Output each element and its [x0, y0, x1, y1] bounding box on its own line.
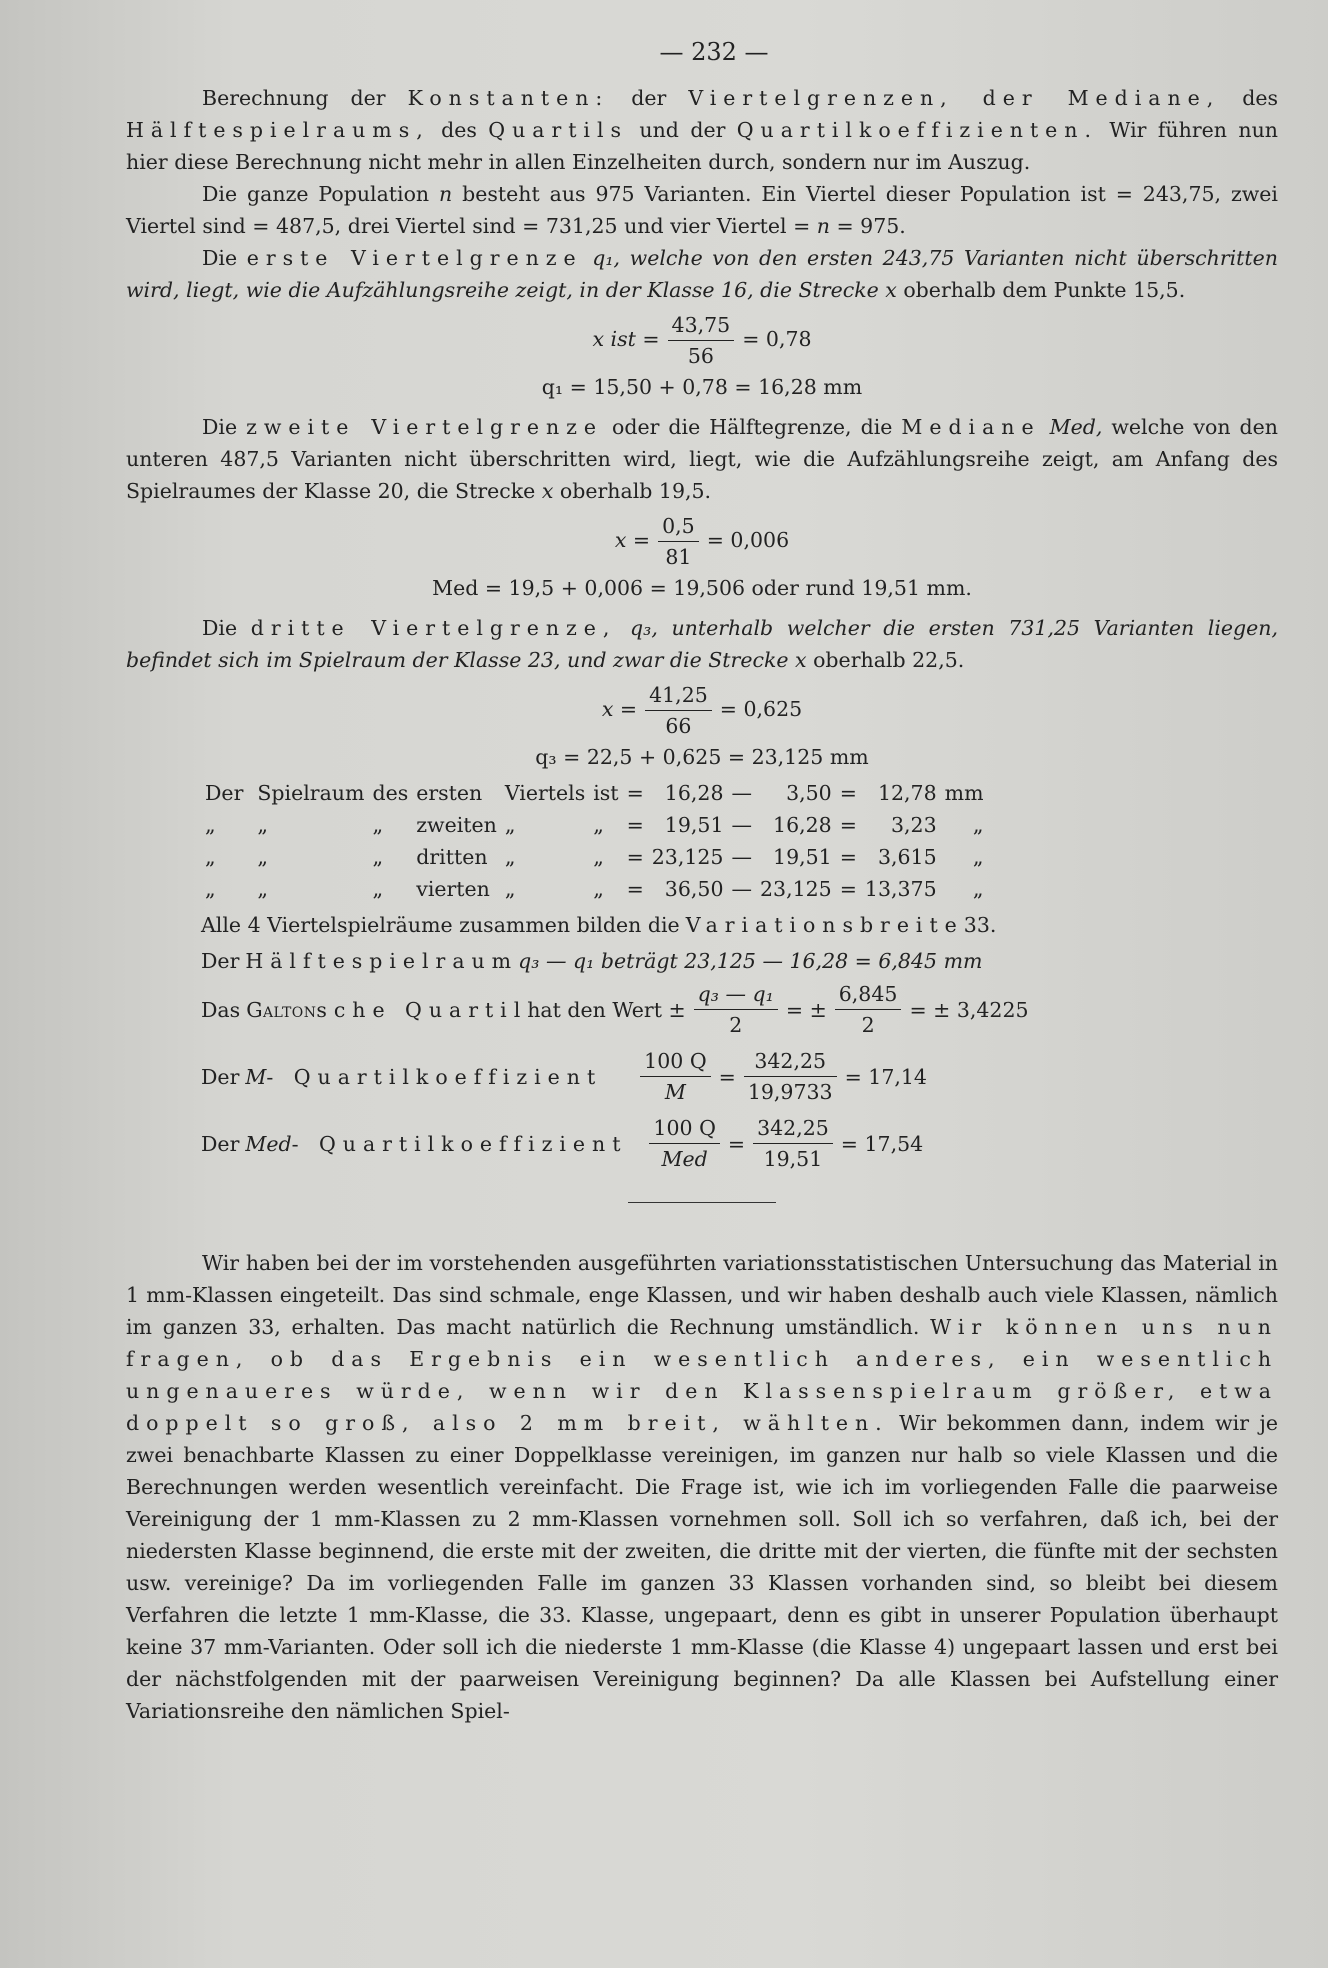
table-cell: Der	[205, 781, 244, 805]
table-cell: 19,51	[773, 845, 832, 869]
table-cell: „	[972, 877, 984, 901]
table-cell: Spielraum	[257, 781, 365, 805]
fraction: $\frac{342,25}{19,9733}$	[744, 1046, 837, 1107]
line-m-quartilkoeffizient: Der M - Quartilkoeffizient $\frac{100 Q}{M}$ = $\frac{342,25}{19,9733}$ = 17,14	[201, 1046, 1278, 1107]
table-cell: —	[731, 877, 752, 901]
table-cell: —	[731, 845, 752, 869]
table-cell: 23,125	[759, 877, 832, 901]
table-cell: „	[593, 845, 604, 869]
table-cell: 13,375	[864, 877, 937, 901]
fraction: $\frac{100 Q}{\text{Med}}$	[649, 1113, 719, 1174]
table-cell: =	[626, 813, 644, 837]
table-cell: „	[257, 845, 268, 869]
table-cell: des	[372, 781, 409, 805]
table-row	[201, 777, 988, 809]
paragraph-dritte-viertelgrenze: Die dritte Viertelgrenze, q₃, unterhalb welcher die ersten 731,25 Varianten liegen, befindet sich im Spielraum der Klasse 23, und zwar die Strecke x oberhalb 22,5.	[126, 616, 1278, 672]
table-cell: =	[839, 781, 857, 805]
paragraph-zweite-viertelgrenze: Die zweite Viertelgrenze oder die Hälftegrenze, die Mediane Med, welche von den unteren 487,5 Varianten nicht überschritten wird, liegt, wie die Aufzählungsreihe zeigt, am Anfang des Spielraumes der Klasse 20, die Strecke x oberhalb 19,5.	[126, 415, 1279, 503]
equation-q3: q₃ = 22,5 + 0,625 = 23,125 mm	[535, 745, 869, 769]
table-row	[201, 841, 988, 873]
table-cell: mm	[944, 781, 984, 805]
table-cell: 23,125	[651, 845, 724, 869]
table-cell: —	[731, 781, 752, 805]
table-cell: ist	[593, 781, 619, 805]
table-cell: 12,78	[877, 781, 937, 805]
table-cell: „	[593, 877, 604, 901]
table-cell: =	[626, 877, 644, 901]
fraction: $\frac{342,25}{19,51}$	[753, 1113, 833, 1174]
table-cell: „	[205, 845, 216, 869]
table-cell: „	[372, 845, 384, 869]
table-cell: =	[626, 781, 644, 805]
table-cell: Viertels	[504, 781, 586, 805]
spielraum-table	[201, 777, 988, 905]
paragraph-population: Die ganze Population n besteht aus 975 Varianten. Ein Viertel dieser Population ist = 243,75, zwei Viertel sind = 487,5, drei Viertel sind = 731,25 und vier Viertel = n = 975.	[126, 182, 1278, 238]
table-cell: „	[972, 845, 984, 869]
fraction: $\frac{6,845}{2}$	[835, 979, 902, 1040]
line-galton-quartil: Das Galton sche Quartil hat den Wert ± $\frac{\text{q₃ — q₁}}{2}$ = ± $\frac{6,845}{2}$ = ± 3,4225	[201, 979, 1278, 1040]
table-cell: „	[205, 813, 216, 837]
table-cell: 3,50	[786, 781, 832, 805]
equation-med: Med = 19,5 + 0,006 = 19,506 oder rund 19,51 mm.	[432, 576, 972, 600]
paragraph-erste-viertelgrenze: Die erste Viertelgrenze q₁, welche von den ersten 243,75 Varianten nicht überschritten wird, liegt, wie die Aufzählungsreihe zeigt, in der Klasse 16, die Strecke x oberhalb dem Punkte 15,5.	[126, 246, 1278, 302]
table-row	[201, 873, 988, 905]
fraction: $\frac{0,5}{81}$	[658, 511, 699, 572]
table-cell: 3,23	[890, 813, 937, 837]
table-cell: dritten	[416, 845, 488, 869]
line-variationsbreite: Alle 4 Viertelspielräume zusammen bilden die Variationsbreite 33.	[201, 913, 997, 937]
table-cell: zweiten	[416, 813, 497, 837]
table-cell: vierten	[416, 877, 490, 901]
table-cell: „	[372, 813, 384, 837]
equation-x-median: x = $\frac{0,5}{81}$ = 0,006	[126, 511, 1278, 572]
table-cell: =	[626, 845, 644, 869]
fraction: $\frac{100 Q}{M}$	[640, 1046, 710, 1107]
table-cell: =	[839, 877, 857, 901]
fraction: $\frac{43,75}{56}$	[668, 310, 735, 371]
table-cell: „	[257, 813, 268, 837]
table-cell: „	[504, 845, 516, 869]
line-haelftespielraum: Der Hälftespielraum q₃ — q₁ beträgt 23,125 — 16,28 = 6,845 mm	[201, 949, 983, 973]
table-cell: =	[839, 813, 857, 837]
table-cell: =	[839, 845, 857, 869]
table-cell: 16,28	[664, 781, 724, 805]
table-cell: ersten	[416, 781, 483, 805]
table-cell: „	[257, 877, 268, 901]
line-med-quartilkoeffizient: Der Med - Quartilkoeffizient $\frac{100 Q}{\text{Med}}$ = $\frac{342,25}{19,51}$ = 17,54	[201, 1113, 1278, 1174]
table-row	[201, 809, 988, 841]
section-divider	[628, 1202, 776, 1203]
table-cell: „	[205, 877, 216, 901]
paragraph-klassenspielraum: Wir haben bei der im vorstehenden ausgeführten variationsstatistischen Untersuchung das Material in 1 mm-Klassen eingeteilt. Das sind schmale, enge Klassen, und wir haben deshalb auch viele Klassen, nämlich im ganzen 33, erhalten. Das macht natürlich die Rechnung umständlich. Wir können uns nun fragen, ob das Ergebnis ein wesentlich anderes, ein wesentlich ungenaueres würde, wenn wir den Klassenspielraum größer, etwa doppelt so groß, also 2 mm breit, wählten. Wir bekommen dann, indem wir je zwei benachbarte Klassen zu einer Doppelklasse vereinigen, im ganzen nur halb so viele Klassen und die Berechnungen werden wesentlich vereinfacht. Die Frage ist, wie ich im vorliegenden Falle die paarweise Vereinigung der 1 mm-Klassen zu 2 mm-Klassen vornehmen soll. Soll ich so verfahren, daß ich, bei der niedersten Klasse beginnend, die erste mit der zweiten, die dritte mit der vierten, die fünfte mit der sechsten usw. vereinige? Da im vorliegenden Falle im ganzen 33 Klassen vorhanden sind, so bleibt bei diesem Verfahren die letzte 1 mm-Klasse, die 33. Klasse, ungepaart, denn es gibt in unserer Population überhaupt keine 37 mm-Varianten. Oder soll ich die niederste 1 mm-Klasse (die Klasse 4) ungepaart lassen und erst bei der nächstfolgenden mit der paarweisen Vereinigung beginnen? Da alle Klassen bei Aufstellung einer Variationsreihe den nämlichen Spiel-	[126, 1251, 1278, 1723]
equation-x-third: x = $\frac{41,25}{66}$ = 0,625	[126, 680, 1278, 741]
table-cell: „	[593, 813, 604, 837]
table-cell: 3,615	[877, 845, 937, 869]
table-cell: —	[731, 813, 752, 837]
table-cell: „	[504, 877, 516, 901]
table-cell: 19,51	[664, 813, 724, 837]
equation-x-first: x ist = $\frac{43,75}{56}$ = 0,78	[126, 310, 1278, 371]
paragraph-konstanten: Berechnung der Konstanten: der Viertelgrenzen, der Mediane, des Hälftespielraums, des Quartils und der Quartilkoeffizienten. Wir führen nun hier diese Berechnung nicht mehr in allen Einzelheiten durch, sondern nur im Auszug.	[126, 86, 1278, 174]
table-cell: 36,50	[664, 877, 724, 901]
page-content	[126, 36, 1278, 1727]
table-cell: 16,28	[773, 813, 832, 837]
table-cell: „	[372, 877, 384, 901]
table-cell: „	[504, 813, 516, 837]
fraction: $\frac{41,25}{66}$	[645, 680, 712, 741]
fraction: $\frac{\text{q₃ — q₁}}{2}$	[694, 979, 778, 1040]
table-cell: „	[972, 813, 984, 837]
equation-q1: q₁ = 15,50 + 0,78 = 16,28 mm	[541, 375, 863, 399]
page-number: — 232 —	[659, 38, 769, 66]
